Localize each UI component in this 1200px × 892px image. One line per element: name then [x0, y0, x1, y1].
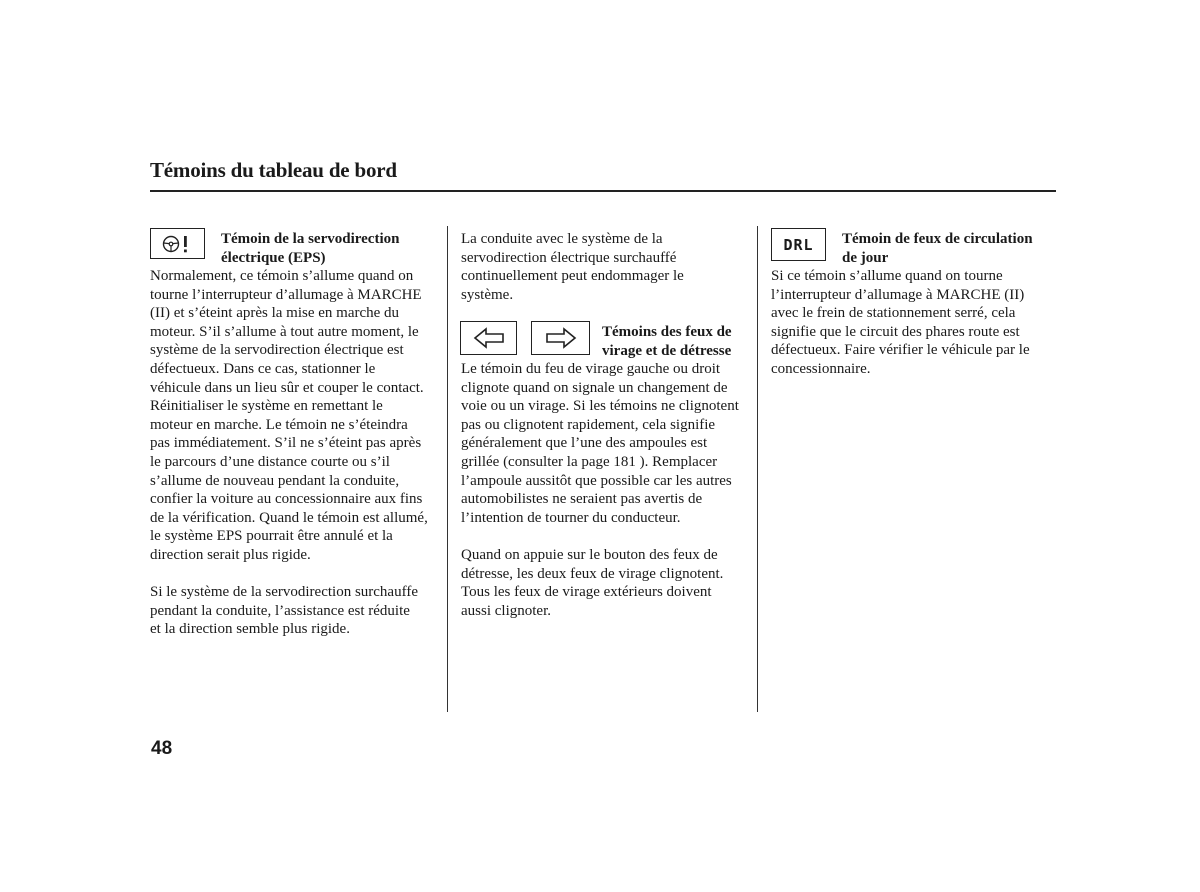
text-line: continuellement peut endommager le [461, 268, 684, 285]
text-line: pas ou clignotent rapidement, cela signifie [461, 416, 716, 433]
text-line: pendant la conduite, l’assistance est réduite [150, 602, 410, 619]
text-line: Quand on appuie sur le bouton des feux de [461, 546, 718, 563]
text-line: confier la voiture au concessionnaire aux fins [150, 491, 423, 508]
text-line: Tous les feux de virage extérieurs doivent [461, 584, 712, 601]
eps-warning-icon [150, 228, 205, 259]
text-line: Réinitialiser le système en remettant le [150, 398, 383, 415]
text-line: le système EPS pourrait être annulé et la [150, 528, 393, 545]
paragraph [461, 546, 753, 620]
paragraph [461, 360, 753, 527]
text-line: moteur en marche. Le témoin ne s’éteindra [150, 416, 408, 433]
text-line: automobilistes ne seraient pas avertis de [461, 491, 703, 508]
right-turn-indicator [531, 321, 590, 355]
page-number: 48 [151, 738, 173, 759]
column-divider [757, 226, 758, 712]
text-line: concessionnaire. [771, 360, 871, 377]
title-rule [150, 190, 1056, 192]
eps-overheat-note [461, 230, 751, 304]
turn-signal-heading-line: Témoins des feux de [602, 324, 732, 340]
left-turn-indicator [460, 321, 517, 355]
text-line: voie ou un virage. Si les témoins ne clignotent [461, 398, 739, 415]
turn-signal-heading [602, 323, 732, 360]
text-line: défectueux. Faire vérifier le véhicule par le [771, 342, 1030, 359]
text-line: aussi clignoter. [461, 602, 551, 619]
column-divider [447, 226, 448, 712]
text-line: signifie que le circuit des phares route est [771, 323, 1020, 340]
eps-heading [221, 230, 399, 267]
text-line: le parcours d’une distance courte ou s’il [150, 453, 390, 470]
text-line: servodirection électrique surchauffé [461, 249, 677, 266]
text-line: Le témoin du feu de virage gauche ou droit [461, 361, 721, 377]
text-line: et la direction semble plus rigide. [150, 621, 350, 638]
text-line: de la vérification. Quand le témoin est allumé, [150, 509, 428, 526]
text-line: pas immédiatement. S’il ne s’éteint pas après [150, 435, 422, 452]
text-line: l’intention de tourner du conducteur. [461, 509, 681, 526]
drl-indicator-icon [771, 228, 826, 261]
text-line: (II) et s’éteint après la mise en marche du [150, 305, 400, 322]
paragraph [771, 267, 1061, 379]
turn-signal-body [461, 360, 753, 620]
text-line: système de la servodirection électrique est [150, 342, 404, 359]
text-line: clignote quand on signale un changement de [461, 379, 728, 396]
text-line: défectueux. Dans ce cas, stationner le [150, 360, 376, 377]
paragraph [461, 230, 751, 304]
eps-heading-line: électrique (EPS) [221, 249, 326, 266]
text-line: Si le système de la servodirection surchauffe [150, 584, 418, 601]
text-line: système. [461, 286, 514, 303]
text-line: l’ampoule aussitôt que possible car les autres [461, 472, 732, 489]
drl-body [771, 267, 1061, 379]
text-line: détresse, les deux feux de virage clignotent. [461, 565, 724, 582]
text-line: La conduite avec le système de la [461, 231, 663, 247]
paragraph [150, 267, 442, 565]
text-line: Normalement, ce témoin s’allume quand on [150, 268, 414, 284]
page-title: Témoins du tableau de bord [150, 158, 397, 182]
text-line: avec le frein de stationnement serré, cela [771, 305, 1016, 322]
drl-heading-line: Témoin de feux de circulation [842, 231, 1033, 247]
text-line: moteur. S’il s’allume à tout autre moment, le [150, 323, 419, 340]
text-line: Si ce témoin s’allume quand on tourne [771, 268, 1003, 284]
drl-heading [842, 230, 1033, 267]
text-line: s’allume de nouveau pendant la conduite, [150, 472, 400, 489]
text-line: généralement que l’une des ampoules est [461, 435, 708, 452]
drl-label: DRL [783, 235, 814, 254]
text-line: l’interrupteur d’allumage à MARCHE (II) [771, 286, 1025, 303]
text-line: véhicule dans un lieu sûr et couper le contact. [150, 379, 424, 396]
left-arrow-icon [472, 327, 506, 349]
text-line: tourne l’interrupteur d’allumage à MARCHE [150, 286, 422, 303]
text-line: direction serait plus rigide. [150, 546, 311, 563]
text-line: grillée (consulter la page 181 ). Remplacer [461, 453, 718, 470]
steering-wheel-exclamation-icon [157, 233, 199, 255]
turn-signal-heading-line: virage et de détresse [602, 342, 732, 359]
right-arrow-icon [544, 327, 578, 349]
paragraph [150, 583, 442, 639]
drl-heading-line: de jour [842, 249, 889, 266]
eps-body [150, 267, 442, 639]
eps-heading-line: Témoin de la servodirection [221, 231, 400, 247]
